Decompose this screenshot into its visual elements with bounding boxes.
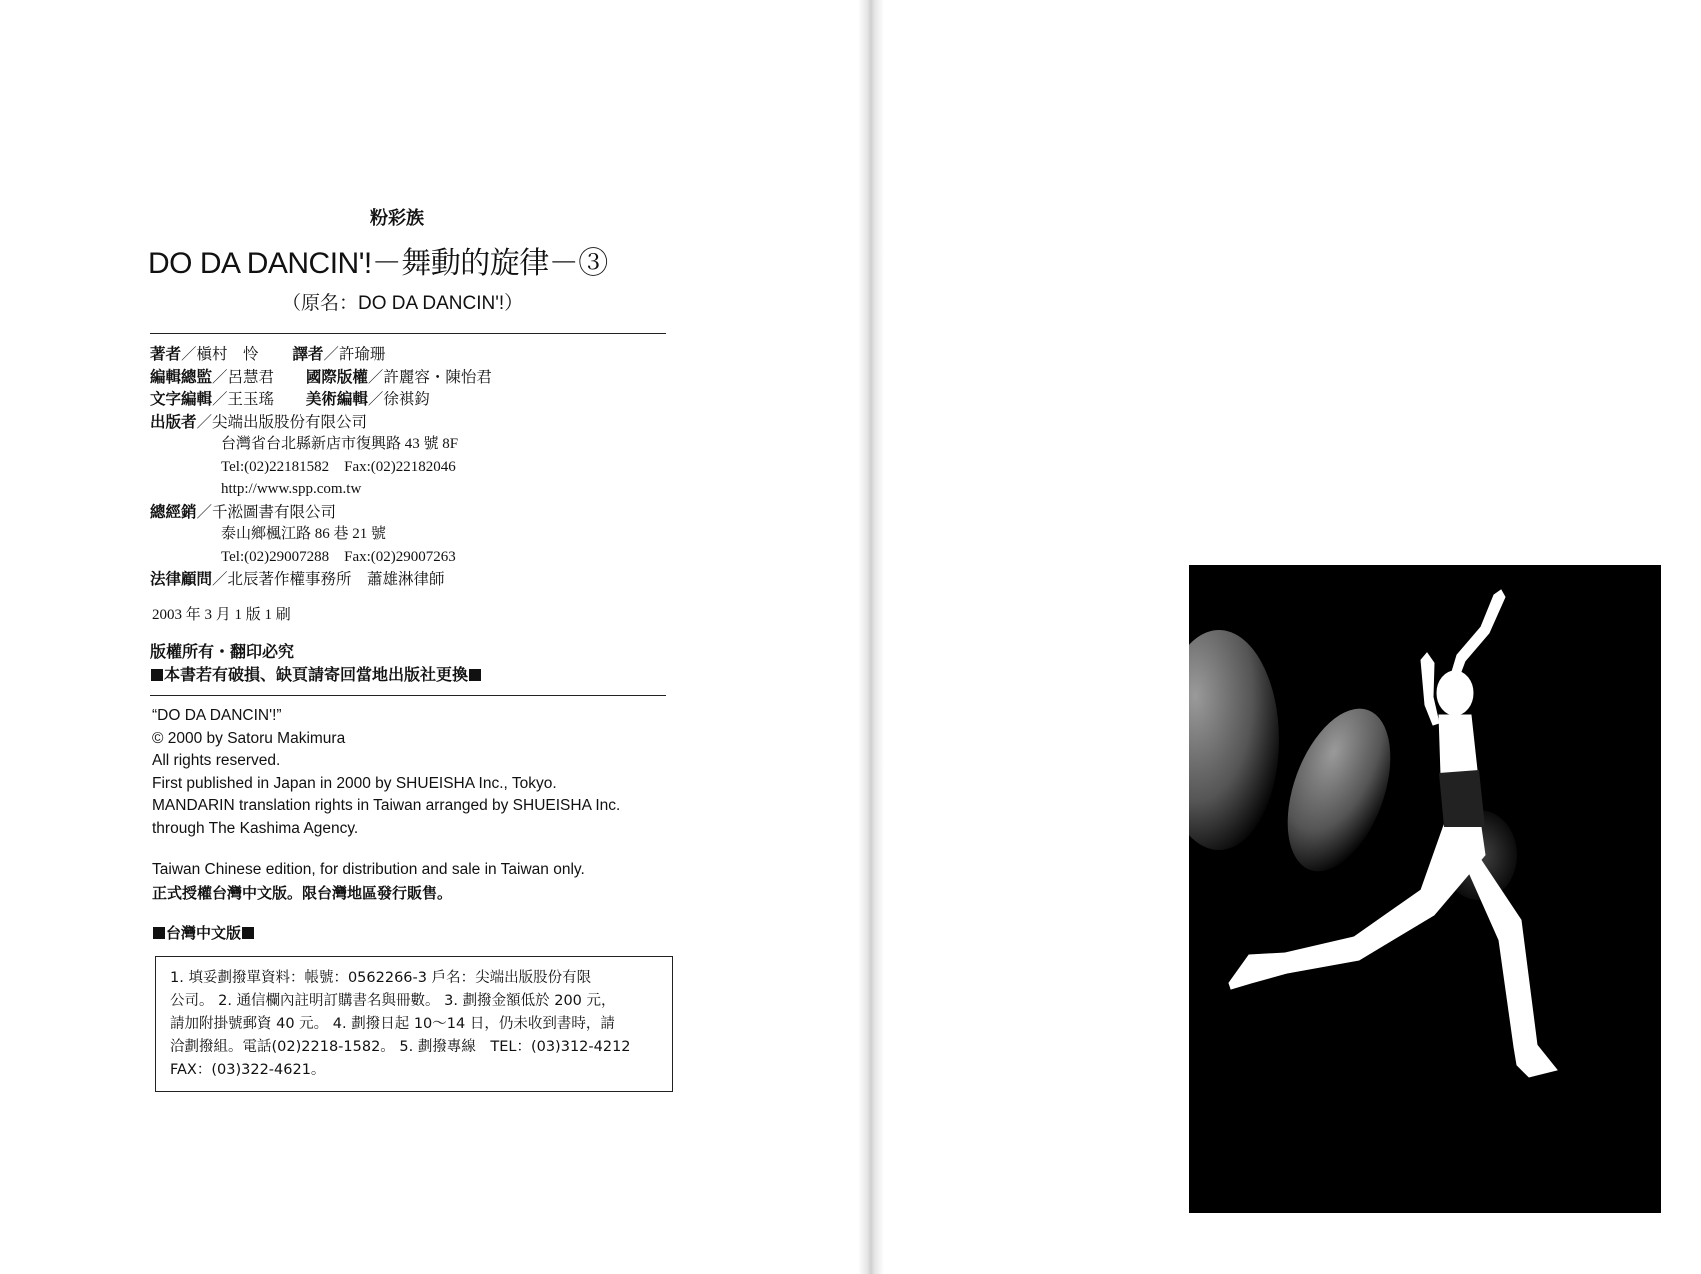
damage-notice: 本書若有破損、缺頁請寄回當地出版社更換 bbox=[164, 665, 469, 684]
book-spine bbox=[858, 0, 884, 1274]
legal-name: ／北辰著作權事務所 蕭雄淋律師 bbox=[212, 570, 445, 588]
print-date: 2003 年 3 月 1 版 1 刷 bbox=[152, 607, 291, 623]
text-editor-name: ／王玉瑤 bbox=[212, 390, 275, 408]
order-line: 洽劃撥組。電話(02)2218-1582。 5. 劃撥專線 TEL：(03)312-4212 bbox=[170, 1039, 631, 1055]
dancer-top bbox=[1439, 770, 1485, 827]
black-square-icon bbox=[151, 669, 163, 681]
credits-row-legal bbox=[150, 568, 690, 591]
chinese-edition-notice: 正式授權台灣中文版。限台灣地區發行販售。 bbox=[152, 883, 453, 902]
order-instructions-box bbox=[155, 956, 673, 1092]
publisher-label: 出版者 bbox=[150, 412, 197, 431]
divider-middle bbox=[150, 695, 666, 696]
distributor-phone: Tel:(02)29007288 Fax:(02)29007263 bbox=[221, 548, 456, 565]
distributor-label: 總經銷 bbox=[150, 502, 197, 521]
english-line: All rights reserved. bbox=[152, 752, 281, 769]
translator-label: 譯者 bbox=[292, 345, 324, 363]
distributor-name: ／千淞圖書有限公司 bbox=[196, 502, 337, 521]
english-line: Taiwan Chinese edition, for distribution and sale in Taiwan only. bbox=[152, 861, 585, 878]
order-line: 1. 填妥劃撥單資料：帳號：0562266-3 戶名：尖端出版股份有限 bbox=[170, 970, 592, 986]
english-line: First published in Japan in 2000 by SHUEISHA Inc., Tokyo. bbox=[152, 774, 557, 792]
rights-reserved: 版權所有・翻印必究 bbox=[150, 642, 295, 661]
chief-editor-name: ／呂慧君 bbox=[212, 367, 275, 386]
edition-notice bbox=[152, 859, 585, 904]
divider-top bbox=[150, 333, 666, 334]
english-line: © 2000 by Satoru Makimura bbox=[152, 729, 346, 747]
credits-row-publisher bbox=[150, 411, 690, 434]
credits-block bbox=[150, 343, 690, 591]
orb-left bbox=[1189, 630, 1279, 850]
credits-row-editor bbox=[150, 366, 690, 389]
dancer-illustration bbox=[1189, 565, 1661, 1213]
publisher-phone: Tel:(02)22181582 Fax:(02)22182046 bbox=[221, 458, 456, 475]
order-line: 公司。 2. 通信欄內註明訂購書名與冊數。 3. 劃撥金額低於 200 元， bbox=[170, 993, 616, 1009]
order-line: FAX：(03)322-4621。 bbox=[170, 1062, 326, 1078]
text-editor-label: 文字編輯 bbox=[150, 390, 213, 408]
credits-row-distributor bbox=[150, 501, 690, 524]
order-line: 請加附掛號郵資 40 元。 4. 劃撥日起 10～14 日，仍未收到書時，請 bbox=[170, 1016, 615, 1032]
edition-label-row bbox=[152, 922, 255, 943]
rights-block bbox=[150, 640, 482, 686]
credits-row-text-editor bbox=[150, 388, 690, 411]
publisher-name: ／尖端出版股份有限公司 bbox=[196, 412, 368, 431]
credits-row-author bbox=[150, 343, 690, 366]
intl-rights-name: ／許麗容・陳怡君 bbox=[367, 367, 492, 386]
distributor-address: 泰山鄉楓江路 86 巷 21 號 bbox=[221, 526, 387, 542]
english-line: “DO DA DANCIN'!” bbox=[152, 707, 282, 724]
publisher-address: 台灣省台北縣新店市復興路 43 號 8F bbox=[221, 436, 459, 452]
original-title: （原名：DO DA DANCIN'!） bbox=[282, 293, 524, 314]
art-editor-name: ／徐褀鈞 bbox=[367, 390, 430, 408]
damage-notice-row bbox=[150, 663, 482, 686]
book-title: DO DA DANCIN'!－舞動的旋律－③ bbox=[148, 247, 608, 280]
english-copyright bbox=[152, 705, 620, 840]
orb-middle bbox=[1268, 695, 1411, 886]
english-line: MANDARIN translation rights in Taiwan arranged by SHUEISHA Inc. bbox=[152, 797, 621, 814]
author-name: ／槇村 怜 bbox=[181, 345, 259, 363]
intl-rights-label: 國際版權 bbox=[305, 367, 368, 386]
publisher-url: http://www.spp.com.tw bbox=[221, 481, 362, 497]
series-name: 粉彩族 bbox=[370, 208, 424, 229]
edition-label: 台灣中文版 bbox=[166, 924, 242, 942]
chief-editor-label: 編輯總監 bbox=[150, 367, 213, 386]
translator-name: ／許瑜珊 bbox=[323, 345, 386, 363]
author-label: 著者 bbox=[150, 345, 182, 363]
black-square-icon bbox=[242, 927, 254, 939]
art-editor-label: 美術編輯 bbox=[305, 390, 368, 408]
black-square-icon bbox=[153, 927, 165, 939]
legal-label: 法律顧問 bbox=[150, 570, 213, 588]
english-line: through The Kashima Agency. bbox=[152, 819, 359, 837]
black-square-icon bbox=[469, 669, 481, 681]
